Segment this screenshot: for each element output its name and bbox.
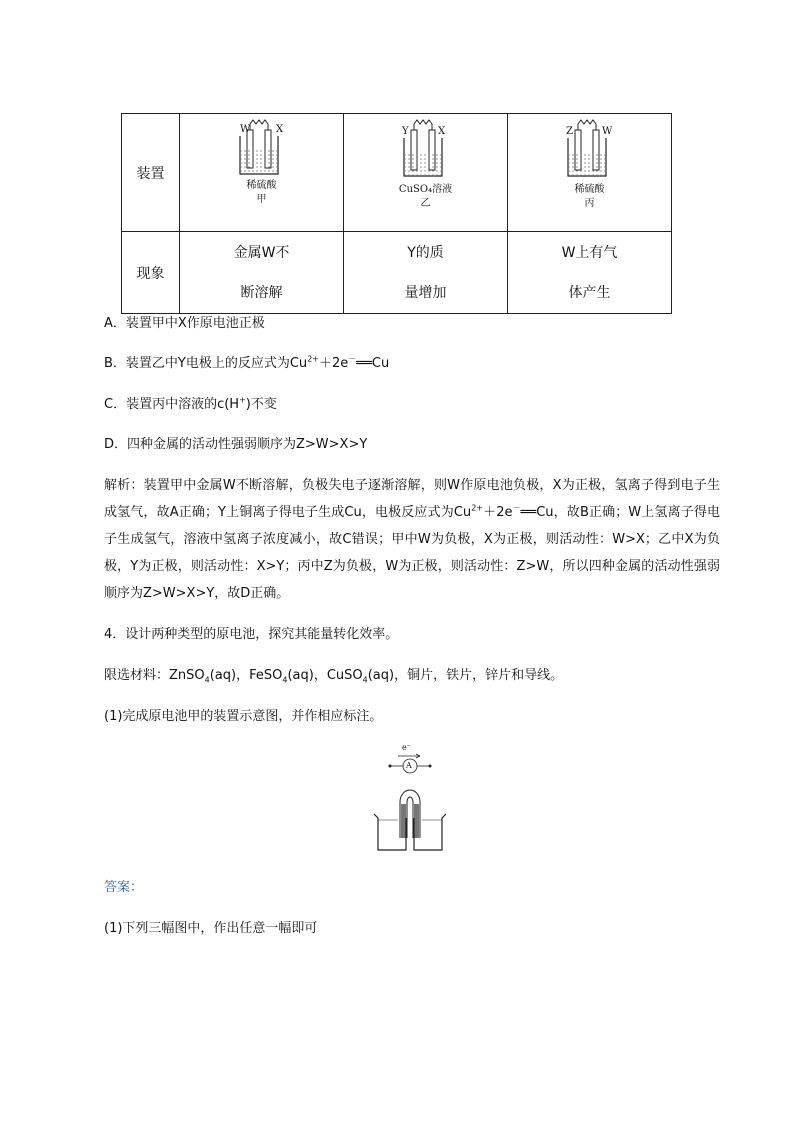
phenomenon-line: W上有气 — [561, 244, 618, 261]
row-header-phenomenon: 现象 — [122, 232, 180, 314]
phenomenon-line: Y的质 — [407, 244, 444, 261]
phenomenon-line: 断溶解 — [240, 284, 283, 301]
salt-bridge-beakers — [370, 742, 450, 854]
row-header-apparatus: 装置 — [122, 114, 180, 232]
answer-label: 答案： — [104, 880, 144, 895]
apparatus-cell-jia — [180, 114, 344, 232]
question-4-title: 4．设计两种类型的原电池，探究其能量转化效率。 — [104, 627, 399, 642]
electrode-label-left: Z — [566, 126, 573, 137]
analysis-paragraph: 解析：装置甲中金属W不断溶解，负极失电子逐渐溶解，则W作原电池负极，X为正极，氢离子得到电子生成氢气，故A正确；Y上铜离子得电子生成Cu，电极反应式为$Cu^{2+}+2e^-══Cu$，故B正确；W上氢离子得电子生成氢气，溶液中氢离子浓度减小，故C错误；甲中W为负极，X为正极，则活动性：W>X；乙中X为负极，Y为正极，则活动性：X>Y；丙中Z为负极，W为正极，则活动性：Z>W，所以四种金属的活动性强弱顺序为Z>W>X>Y，故D正确。 — [104, 478, 721, 601]
question-4-materials: 限选材料：ZnSO$_4$(aq)，FeSO$_4$(aq)，CuSO$_4$(aq)，铜片，铁片，锌片和导线。 — [104, 668, 564, 685]
apparatus-name: 甲 — [256, 194, 267, 205]
beaker-jia-diagram — [180, 114, 343, 231]
phenomenon-cell-yi — [344, 232, 508, 314]
cell-diagram — [370, 742, 450, 854]
option-a: A．装置甲中X作原电池正极 — [104, 316, 265, 331]
solution-label: 稀硫酸 — [574, 184, 605, 195]
electron-label: e⁻ — [402, 743, 411, 752]
electrode-label-right: X — [438, 126, 446, 137]
beaker-bing-diagram — [508, 114, 671, 231]
phenomenon-cell-jia — [180, 232, 344, 314]
question-4-subquestion-1: (1)完成原电池甲的装置示意图，并作相应标注。 — [104, 709, 383, 724]
electrode-label-right: W — [602, 126, 613, 137]
answer-line-1: (1)下列三幅图中，作出任意一幅即可 — [104, 921, 318, 936]
phenomenon-line: 量增加 — [404, 284, 447, 301]
option-b: B．装置乙中Y电极上的反应式为$Cu^{2+}+2e^-══Cu$ — [104, 354, 390, 371]
apparatus-cell-bing — [508, 114, 672, 232]
electrode-label-left: Y — [402, 126, 409, 137]
apparatus-cell-yi — [344, 114, 508, 232]
phenomenon-cell-bing — [508, 232, 672, 314]
solution-label: 稀硫酸 — [246, 180, 277, 191]
phenomenon-line: 体产生 — [568, 284, 611, 301]
solution-label: CuSO₄溶液 — [398, 184, 453, 195]
apparatus-name: 乙 — [420, 198, 431, 209]
option-d: D．四种金属的活动性强弱顺序为Z>W>X>Y — [104, 437, 368, 452]
experiment-table — [121, 113, 672, 314]
electrode-label-left: W — [240, 124, 251, 135]
ammeter-label: A — [406, 761, 412, 770]
beaker-yi-diagram — [344, 114, 507, 231]
phenomenon-line: 金属W不 — [233, 244, 290, 261]
electrode-label-right: X — [276, 124, 284, 135]
apparatus-name: 丙 — [584, 198, 595, 209]
option-c: C．装置丙中溶液的c(H+)不变 — [104, 395, 277, 412]
